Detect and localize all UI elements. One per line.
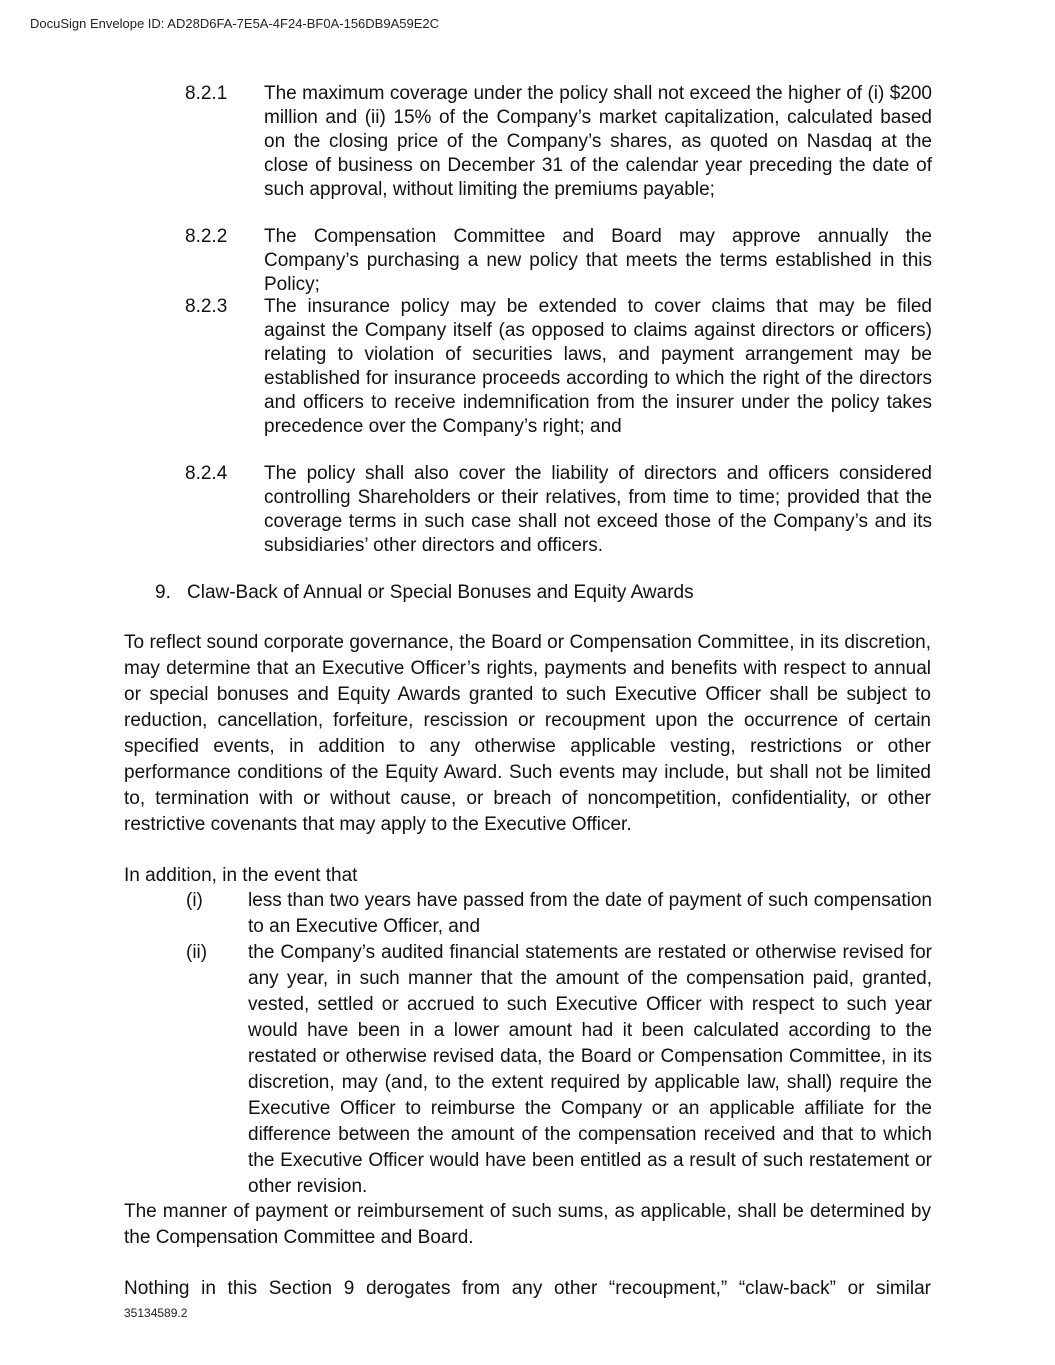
subsection-number: 8.2.4 xyxy=(185,463,228,484)
subsection-number: 8.2.3 xyxy=(185,296,228,317)
subsection-number: 8.2.1 xyxy=(185,83,228,104)
condition-number: (i) xyxy=(186,890,203,911)
clawback-paragraph: To reflect sound corporate governance, the Board or Compensation Committee, in its discretion, may determine that an Executive Officer’s rights, payments and benefits with respect to annual or special bonuses and Equity Awards granted to such Executive Officer shall be subject to reduction, cancellation, forfeiture, rescission or recoupment upon the occurrence of certain specified events, in addition to any otherwise applicable vesting, restrictions or other performance conditions of the Equity Award. Such events may include, but shall not be limited to, termination with or without cause, or breach of noncompetition, confidentiality, or other restrictive covenants that may apply to the Executive Officer. xyxy=(124,632,931,835)
subsection-text: The policy shall also cover the liability of directors and officers considered controlling Shareholders or their relatives, from time to time; provided that the coverage terms in such case shall not exceed those of the Company’s and its subsidiaries’ other directors and officers. xyxy=(264,463,932,556)
subsection-8-2-3 xyxy=(185,295,932,439)
subsection-text: The maximum coverage under the policy shall not exceed the higher of (i) $200 million and (ii) 15% of the Company’s market capitalization, calculated based on the closing price of the Company’s shares, as quoted on Nasdaq at the close of business on December 31 of the calendar year preceding the date of such approval, without limiting the premiums payable; xyxy=(264,83,932,200)
condition-text: less than two years have passed from the date of payment of such compensation to an Executive Officer, and xyxy=(248,890,932,937)
condition-ii xyxy=(186,940,932,1200)
subsection-8-2-2 xyxy=(185,225,932,297)
section-number: 9. xyxy=(155,582,171,603)
subsection-number: 8.2.2 xyxy=(185,226,228,247)
docusign-envelope-id: DocuSign Envelope ID: AD28D6FA-7E5A-4F24-BF0A-156DB9A59E2C xyxy=(30,16,439,31)
subsection-8-2-1 xyxy=(185,82,932,202)
condition-i xyxy=(186,888,932,940)
condition-number: (ii) xyxy=(186,942,208,963)
payment-manner-paragraph: The manner of payment or reimbursement of such sums, as applicable, shall be determined by the Compensation Committee and Board. xyxy=(124,1201,931,1248)
nothing-derogates-paragraph: Nothing in this Section 9 derogates from any other “recoupment,” “claw-back” or similar xyxy=(124,1278,931,1299)
condition-text: the Company’s audited financial statements are restated or otherwise revised for any year, in such manner that the amount of the compensation paid, granted, vested, settled or accrued to such Executive Officer with respect to such year would have been in a lower amount had it been calculated according to the restated or otherwise revised data, the Board or Compensation Committee, in its discretion, may (and, to the extent required by applicable law, shall) require the Executive Officer to reimburse the Company or an applicable affiliate for the difference between the amount of the compensation received and that to which the Executive Officer would have been entitled as a result of such restatement or other revision. xyxy=(248,942,932,1197)
document-number: 35134589.2 xyxy=(124,1306,188,1320)
section-9-heading xyxy=(155,581,694,605)
subsection-text: The Compensation Committee and Board may approve annually the Company’s purchasing a new policy that meets the terms established in this Policy; xyxy=(264,226,932,295)
subsection-text: The insurance policy may be extended to cover claims that may be filed against the Company itself (as opposed to claims against directors or officers) relating to violation of securities laws, and payment arrangement may be established for insurance proceeds according to which the right of the directors and officers to receive indemnification from the insurer under the policy takes precedence over the Company’s right; and xyxy=(264,296,932,437)
section-title: Claw-Back of Annual or Special Bonuses and Equity Awards xyxy=(187,582,694,603)
subsection-8-2-4 xyxy=(185,462,932,558)
in-addition-intro: In addition, in the event that xyxy=(124,865,358,886)
